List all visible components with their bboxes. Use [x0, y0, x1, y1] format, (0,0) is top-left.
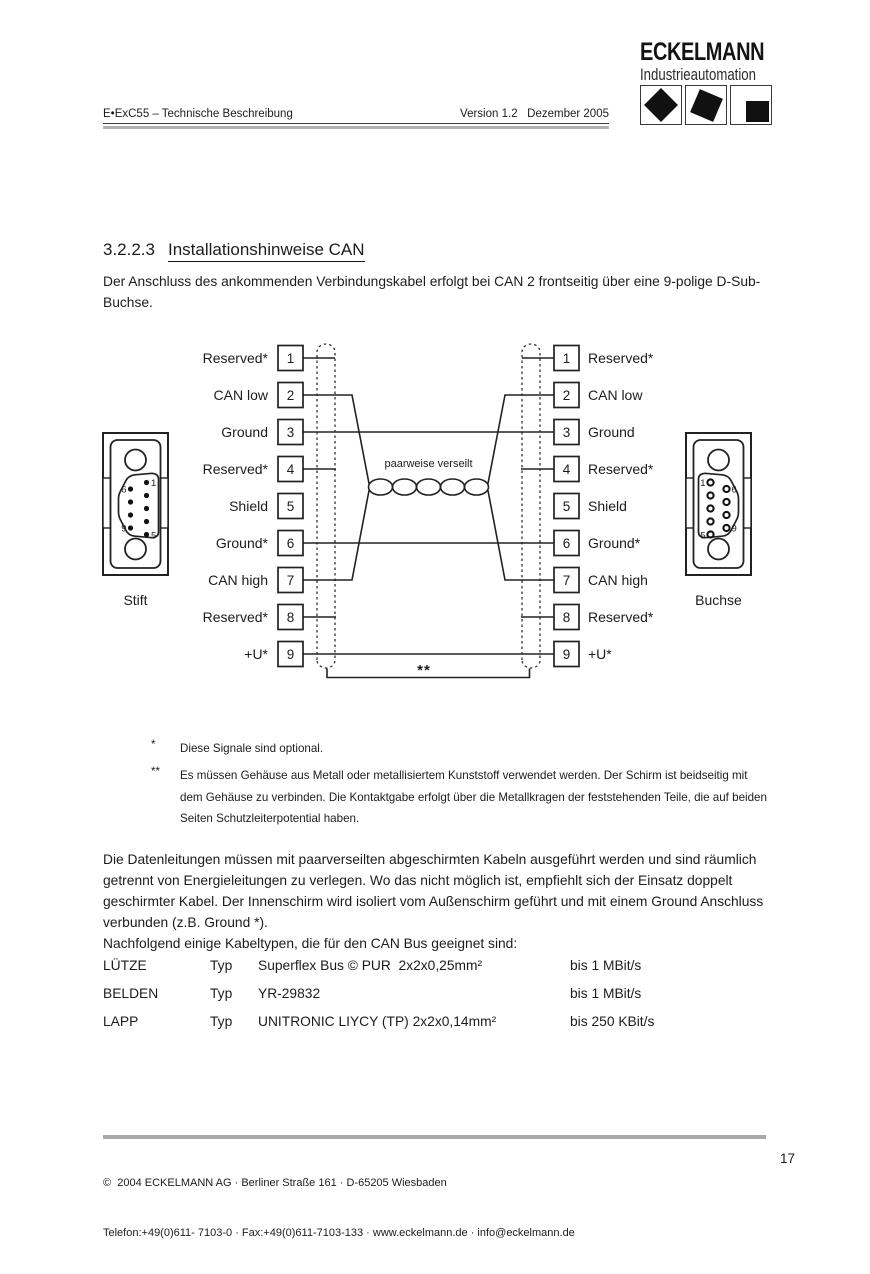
- pin-wires: [303, 358, 554, 654]
- logo-square-2-icon: [685, 85, 727, 125]
- section-number: 3.2.2.3: [103, 240, 155, 259]
- svg-text:3: 3: [562, 425, 571, 440]
- pin-label-left: Ground*: [215, 535, 268, 551]
- female-connector-label: Buchse: [695, 592, 742, 608]
- svg-text:4: 4: [562, 462, 571, 477]
- svg-text:9: 9: [121, 523, 127, 535]
- table-row: [103, 1008, 779, 1036]
- pin-label-right: Reserved*: [588, 461, 654, 477]
- pin-label-right: +U*: [588, 646, 612, 662]
- footer-line-2: Telefon:+49(0)611- 7103-0 · Fax:+49(0)611-7103-133 · www.eckelmann.de · info@eckelmann.de: [103, 1226, 575, 1239]
- footnotes: [151, 738, 767, 836]
- pin-label-right: CAN high: [588, 572, 648, 588]
- page-number: 17: [780, 1151, 796, 1166]
- header-rule: [103, 126, 609, 129]
- male-connector-graphic: [103, 433, 168, 575]
- cable-shield-outline-left: [317, 344, 335, 668]
- svg-text:7: 7: [286, 573, 295, 588]
- svg-text:9: 9: [286, 647, 295, 662]
- pin-row-1: [203, 346, 654, 371]
- footnote-2-marker: **: [151, 765, 161, 779]
- pin-label-left: Ground: [221, 424, 268, 440]
- cable-table: [103, 952, 779, 1036]
- logo-square-3-icon: [730, 85, 772, 125]
- shield-marker: **: [417, 662, 431, 679]
- cell-desc: Superflex Bus © PUR 2x2x0,25mm²: [258, 958, 483, 973]
- svg-text:5: 5: [700, 530, 706, 542]
- svg-text:9: 9: [731, 523, 737, 535]
- footnote-2: [151, 765, 767, 829]
- female-connector-graphic: [686, 433, 751, 575]
- pin-label-left: Shield: [229, 498, 268, 514]
- footer: [103, 1142, 723, 1274]
- pin-label-left: Reserved*: [202, 350, 268, 366]
- svg-text:1: 1: [151, 478, 157, 489]
- pin-label-right: Shield: [588, 498, 627, 514]
- pin-row-5: [229, 494, 627, 519]
- footnote-2-text: Es müssen Gehäuse aus Metall oder metallisiertem Kunststoff verwendet werden. Der Schirm ist beidseitig mit dem Gehäuse zu verbinden. Die Kontaktgabe erfolgt über die Metallkragen der feststehenden Teile, die auf beiden Seiten Schutzleiterpotential haben.: [180, 769, 767, 826]
- table-row: [103, 980, 779, 1008]
- svg-text:8: 8: [562, 610, 571, 625]
- cell-speed: bis 1 MBit/s: [570, 958, 642, 973]
- svg-text:1: 1: [562, 351, 571, 366]
- section-heading: [103, 240, 365, 260]
- page-header: [103, 108, 609, 124]
- cell-speed: bis 1 MBit/s: [570, 986, 642, 1001]
- pin-label-right: Reserved*: [588, 609, 654, 625]
- cell-brand: LÜTZE: [103, 958, 147, 973]
- svg-text:8: 8: [286, 610, 295, 625]
- cell-typ: Typ: [210, 958, 233, 973]
- svg-text:1: 1: [286, 351, 295, 366]
- pin-label-left: CAN high: [208, 572, 268, 588]
- cell-brand: BELDEN: [103, 986, 159, 1001]
- intro-paragraph: Der Anschluss des ankommenden Verbindungskabel erfolgt bei CAN 2 frontseitig über eine 9-polige D-Sub-Buchse.: [103, 274, 761, 310]
- logo-subtitle: Industrieautomation: [640, 66, 756, 84]
- svg-text:6: 6: [731, 484, 737, 496]
- footer-line-1: © 2004 ECKELMANN AG · Berliner Straße 161 · D-65205 Wiesbaden: [103, 1177, 447, 1189]
- twisted-pair: [369, 479, 489, 495]
- body-paragraph: Die Datenleitungen müssen mit paarverseilten abgeschirmten Kabeln ausgeführt werden und sind räumlich getrennt von Energieleitungen zu verlegen. Wo das nicht möglich ist, empfiehlt sich der Einsatz doppelt geschirmter Kabel. Der Innenschirm wird isoliert vom Außenschirm geführt und mit einem Ground Anschluss verbunden (z.B. Ground *).: [103, 852, 764, 931]
- cell-desc: UNITRONIC LIYCY (TP) 2x2x0,14mm²: [258, 1014, 497, 1029]
- company-logo: [640, 38, 770, 85]
- svg-text:5: 5: [562, 499, 571, 514]
- footnote-1-text: Diese Signale sind optional.: [180, 742, 324, 755]
- svg-text:2: 2: [562, 388, 571, 403]
- svg-text:5: 5: [151, 530, 157, 542]
- svg-text:6: 6: [562, 536, 571, 551]
- header-doc-title: E•ExC55 – Technische Beschreibung: [103, 108, 293, 120]
- footnote-1-marker: *: [151, 738, 156, 751]
- cell-desc: YR-29832: [258, 986, 321, 1001]
- cell-typ: Typ: [210, 986, 233, 1001]
- svg-text:1: 1: [700, 478, 706, 489]
- logo-wordmark: ECKELMANN: [640, 38, 765, 66]
- pin-label-left: Reserved*: [202, 609, 268, 625]
- pin-label-right: CAN low: [588, 387, 643, 403]
- header-version: Version 1.2 Dezember 2005: [460, 108, 609, 120]
- svg-text:7: 7: [562, 573, 571, 588]
- pin-row-2: [214, 383, 644, 408]
- cell-speed: bis 250 KBit/s: [570, 1014, 655, 1029]
- svg-text:6: 6: [121, 484, 127, 496]
- footnote-1: [151, 738, 767, 759]
- logo-squares-icon: [640, 85, 772, 125]
- pin-label-left: Reserved*: [202, 461, 268, 477]
- pin-label-right: Ground*: [588, 535, 641, 551]
- table-row: [103, 952, 779, 980]
- cable-intro: Nachfolgend einige Kabeltypen, die für den CAN Bus geeignet sind:: [103, 936, 518, 951]
- cell-brand: LAPP: [103, 1014, 139, 1029]
- svg-text:6: 6: [286, 536, 295, 551]
- cell-typ: Typ: [210, 1014, 233, 1029]
- twist-label: paarweise verseilt: [384, 458, 473, 470]
- pin-label-left: +U*: [244, 646, 268, 662]
- cable-shield-outline-right: [522, 344, 540, 668]
- svg-text:5: 5: [286, 499, 295, 514]
- pin-row-7: [208, 568, 648, 593]
- footer-rule: [103, 1135, 766, 1139]
- pin-row-8: [203, 605, 654, 630]
- male-connector-label: Stift: [123, 592, 148, 608]
- svg-text:9: 9: [562, 647, 571, 662]
- pin-label-left: CAN low: [213, 387, 268, 403]
- svg-text:4: 4: [286, 462, 295, 477]
- pin-label-right: Ground: [588, 424, 635, 440]
- svg-text:2: 2: [286, 388, 295, 403]
- section-title: Installationshinweise CAN: [168, 240, 365, 262]
- pin-label-right: Reserved*: [588, 350, 654, 366]
- svg-text:3: 3: [286, 425, 295, 440]
- can-wiring-diagram: [95, 338, 770, 703]
- logo-square-1-icon: [640, 85, 682, 125]
